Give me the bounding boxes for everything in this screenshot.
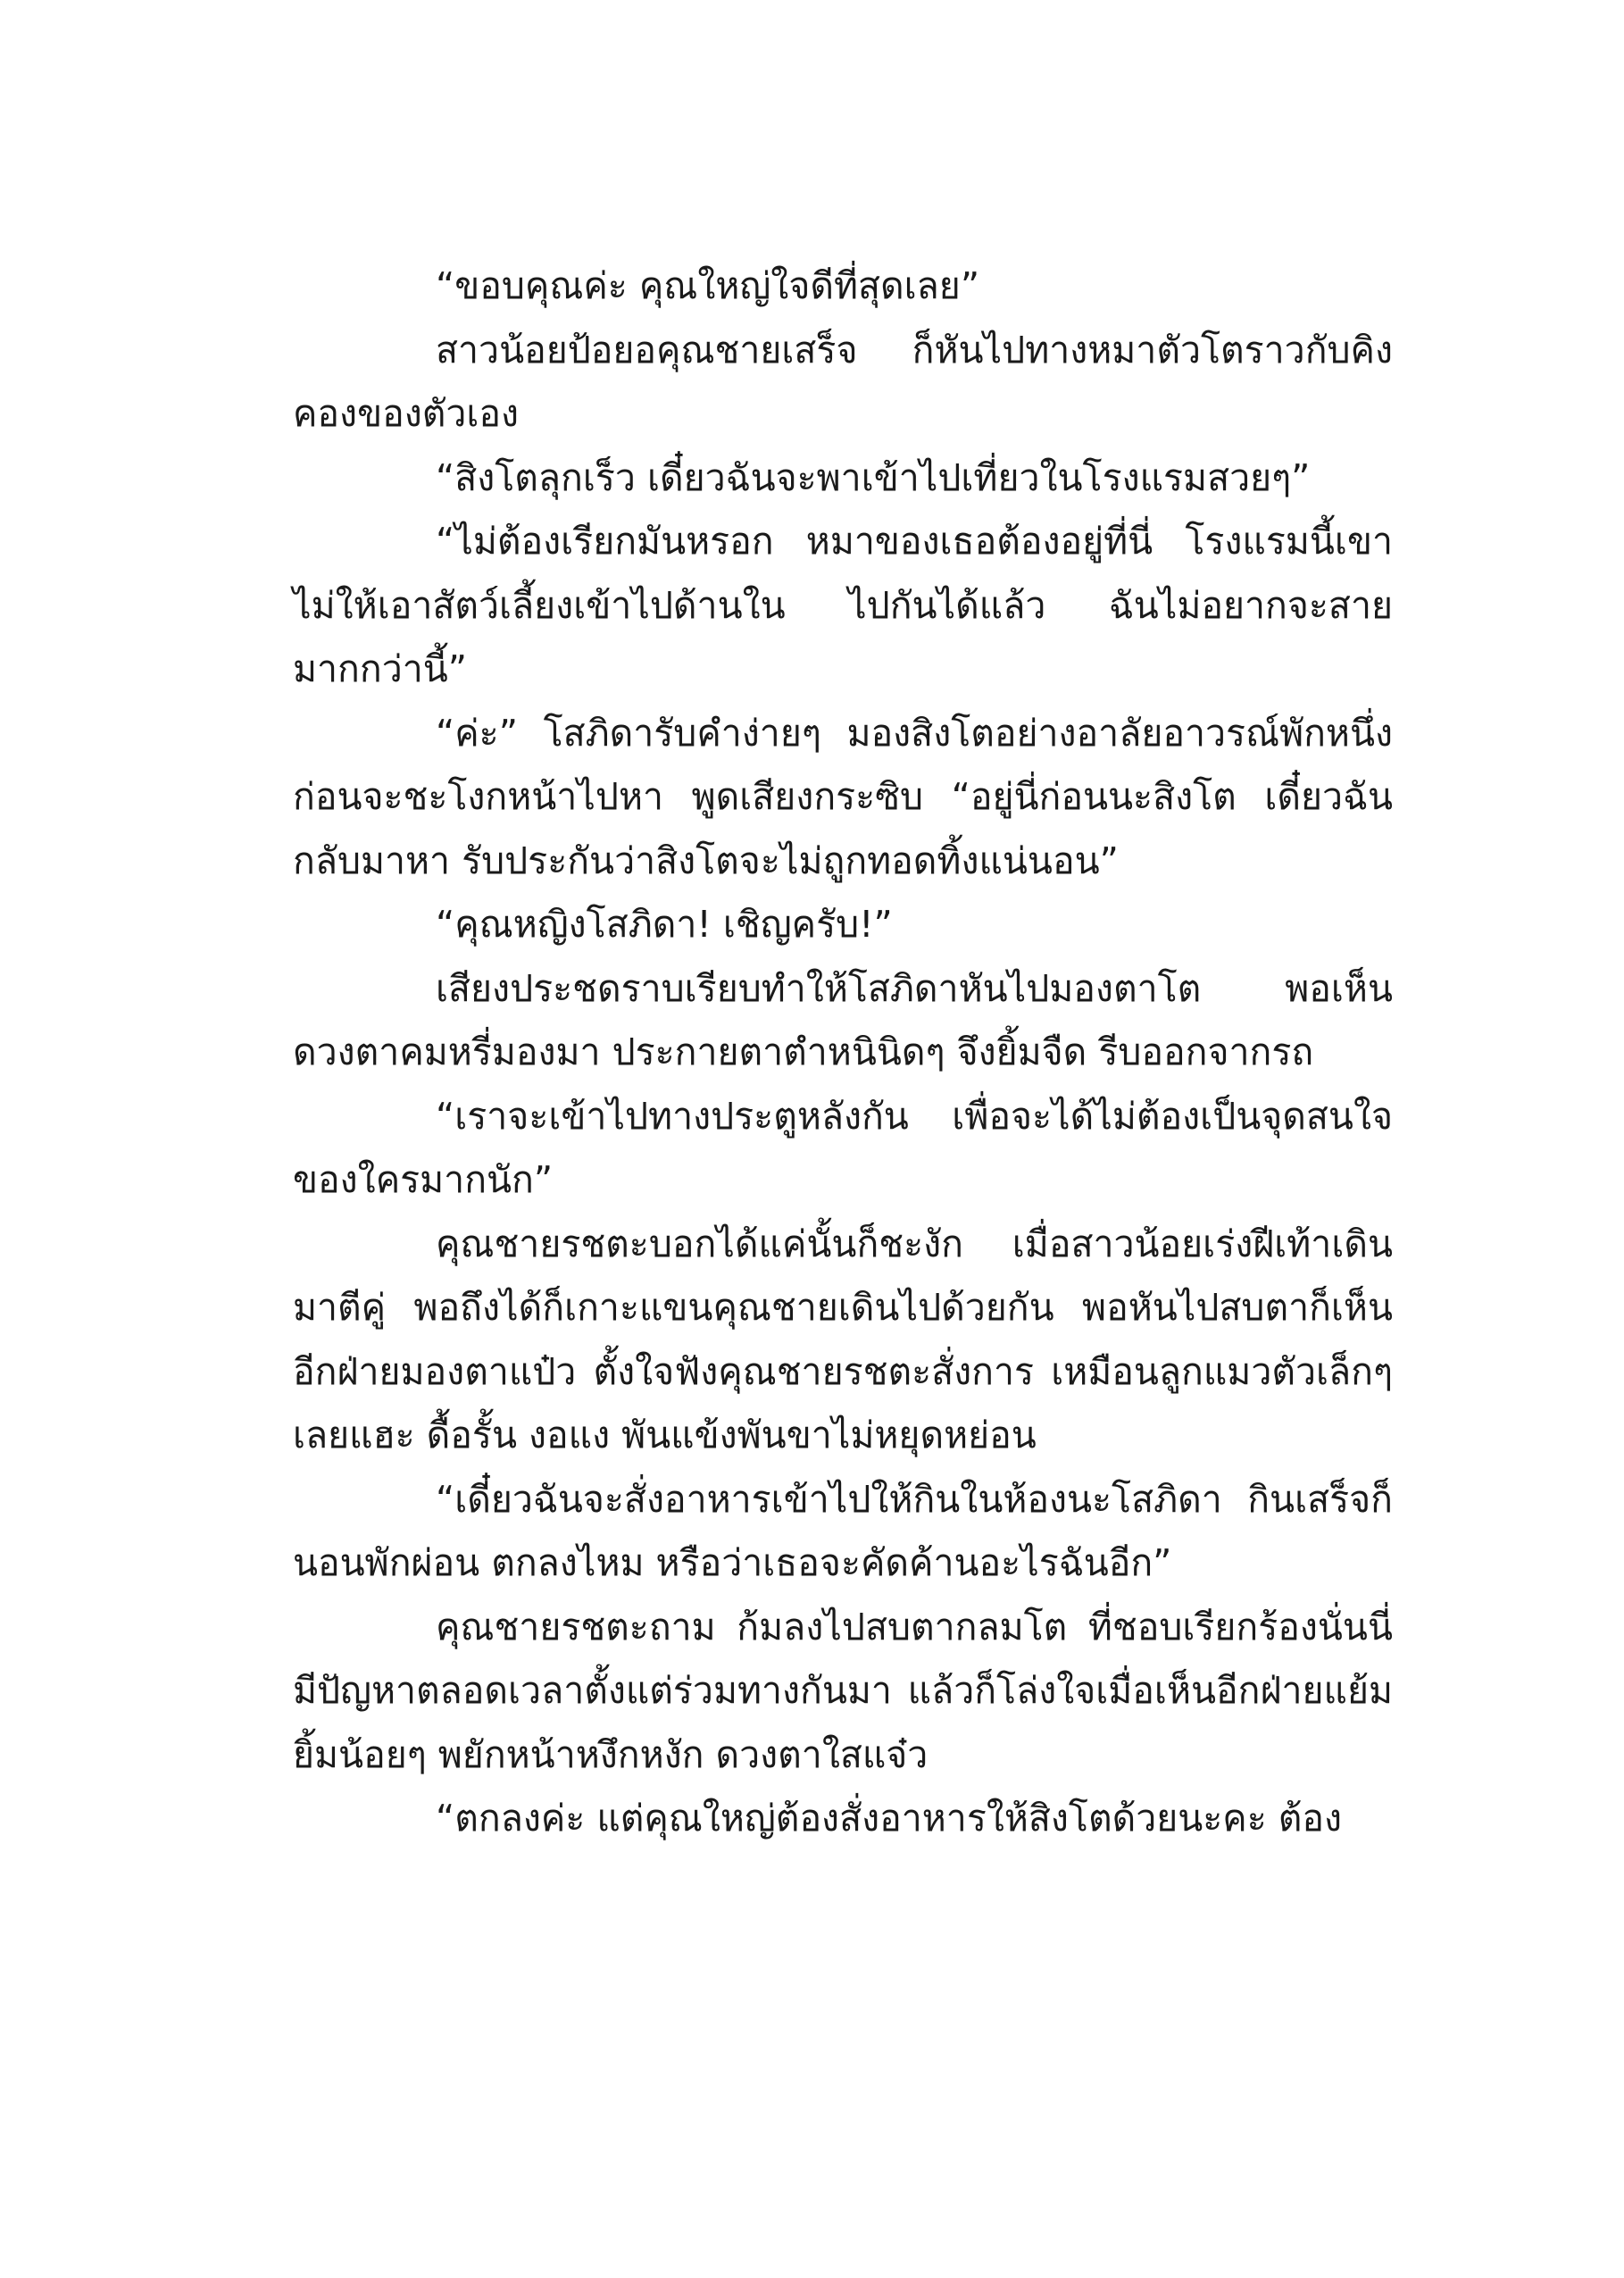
paragraph: “ตกลงค่ะ แต่คุณใหญ่ต้องสั่งอาหารให้สิงโตด้วยนะคะ ต้อง xyxy=(436,1797,1343,1840)
paragraph: สาวน้อยป้อยอคุณชายเสร็จ ก็หันไปทางหมาตัวโตราวกับคิงคองของตัวเอง xyxy=(293,328,1393,435)
paragraph: “เราจะเข้าไปทางประตูหลังกัน เพื่อจะได้ไม่ต้องเป็นจุดสนใจของใครมากนัก” xyxy=(293,1094,1393,1201)
document-page xyxy=(293,255,1393,1851)
paragraph: “เดี๋ยวฉันจะสั่งอาหารเข้าไปให้กินในห้องนะโสภิดา กินเสร็จก็นอนพักผ่อน ตกลงไหม หรือว่าเธอจะคัดค้านอะไรฉันอีก” xyxy=(293,1477,1393,1584)
paragraph: “ขอบคุณค่ะ คุณใหญ่ใจดีที่สุดเลย” xyxy=(436,264,980,307)
paragraph: คุณชายรชตะบอกได้แค่นั้นก็ชะงัก เมื่อสาวน้อยเร่งฝีเท้าเดินมาตีคู่ พอถึงได้ก็เกาะแขนคุณชายเดินไปด้วยกัน พอหันไปสบตาก็เห็นอีกฝ่ายมองตาแป๋ว ตั้งใจฟังคุณชายรชตะสั่งการ เหมือนลูกแมวตัวเล็กๆ เลยแฮะ ดื้อรั้น งอแง พันแข้งพันขาไม่หยุดหย่อน xyxy=(293,1222,1393,1456)
paragraph: “คุณหญิงโสภิดา! เชิญครับ!” xyxy=(436,903,893,946)
paragraph: “ค่ะ” โสภิดารับคำง่ายๆ มองสิงโตอย่างอาลัยอาวรณ์พักหนึ่งก่อนจะชะโงกหน้าไปหา พูดเสียงกระซิบ “อยู่นี่ก่อนนะสิงโต เดี๋ยวฉันกลับมาหา รับประกันว่าสิงโตจะไม่ถูกทอดทิ้งแน่นอน” xyxy=(293,711,1393,882)
paragraph: คุณชายรชตะถาม ก้มลงไปสบตากลมโต ที่ชอบเรียกร้องนั่นนี่มีปัญหาตลอดเวลาตั้งแต่ร่วมทางกันมา แล้วก็โล่งใจเมื่อเห็นอีกฝ่ายแย้มยิ้มน้อยๆ พยักหน้าหงึกหงัก ดวงตาใสแจ๋ว xyxy=(293,1605,1393,1776)
paragraph: “สิงโตลุกเร็ว เดี๋ยวฉันจะพาเข้าไปเที่ยวในโรงแรมสวยๆ” xyxy=(436,455,1311,499)
paragraph: เสียงประชดราบเรียบทำให้โสภิดาหันไปมองตาโต พอเห็นดวงตาคมหรี่มองมา ประกายตาตำหนินิดๆ จึงยิ้มจืด รีบออกจากรถ xyxy=(293,966,1393,1073)
paragraph: “ไม่ต้องเรียกมันหรอก หมาของเธอต้องอยู่ที่นี่ โรงแรมนี้เขาไม่ให้เอาสัตว์เลี้ยงเข้าไปด้านใน ไปกันได้แล้ว ฉันไม่อยากจะสายมากกว่านี้” xyxy=(293,520,1393,690)
